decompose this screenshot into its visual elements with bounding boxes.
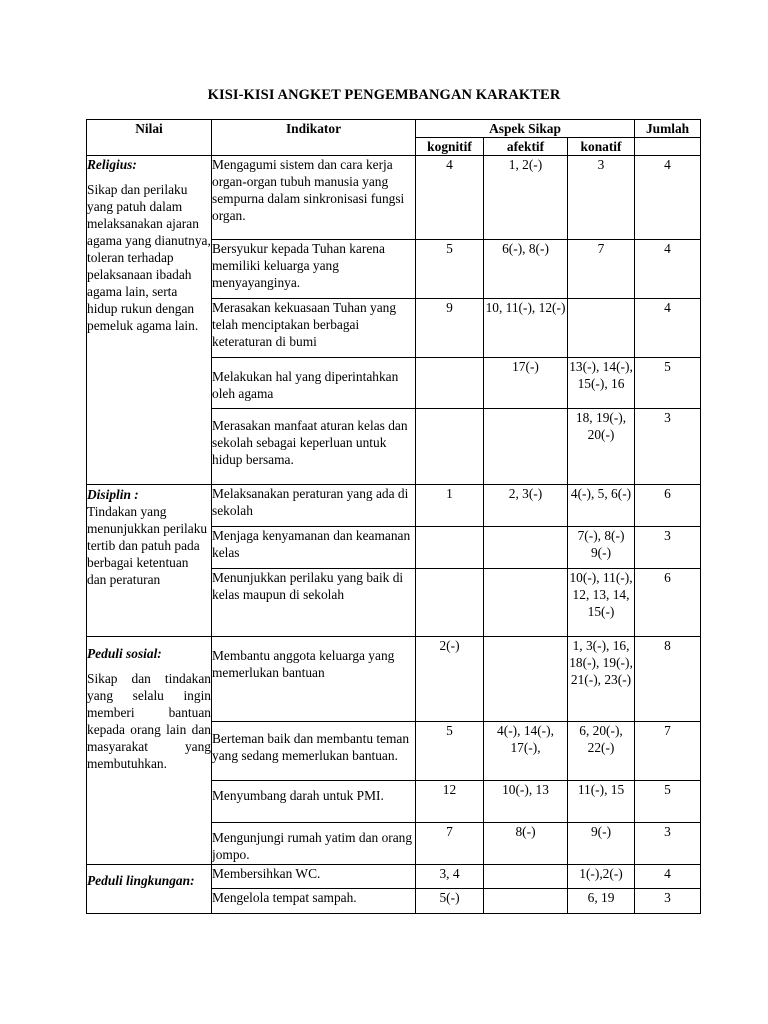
header-nilai: Nilai <box>87 120 212 156</box>
kognitif-cell: 7 <box>416 823 484 865</box>
nilai-disiplin <box>87 485 212 637</box>
kognitif-cell <box>416 569 484 637</box>
konatif-cell <box>568 299 635 358</box>
jumlah-cell: 3 <box>635 823 701 865</box>
nilai-title: Peduli sosial: <box>87 646 162 661</box>
table-row <box>87 865 701 889</box>
indikator-cell: Membersihkan WC. <box>212 865 416 889</box>
jumlah-cell: 5 <box>635 358 701 409</box>
kognitif-cell: 2(-) <box>416 637 484 722</box>
nilai-peduli-lingkungan <box>87 865 212 914</box>
afektif-cell: 1, 2(-) <box>484 156 568 240</box>
konatif-cell: 3 <box>568 156 635 240</box>
indikator-cell: Mengagumi sistem dan cara kerja organ-organ tubuh manusia yang sempurna dalam sinkronisasi fungsi organ. <box>212 156 416 240</box>
afektif-cell <box>484 637 568 722</box>
jumlah-cell: 3 <box>635 527 701 569</box>
header-aspek-sikap: Aspek Sikap <box>416 120 635 138</box>
afektif-cell: 10(-), 13 <box>484 781 568 823</box>
jumlah-cell: 3 <box>635 889 701 914</box>
afektif-cell <box>484 889 568 914</box>
konatif-cell: 13(-), 14(-), 15(-), 16 <box>568 358 635 409</box>
header-indikator: Indikator <box>212 120 416 156</box>
afektif-cell <box>484 527 568 569</box>
page-title: KISI-KISI ANGKET PENGEMBANGAN KARAKTER <box>207 87 561 103</box>
jumlah-cell: 8 <box>635 637 701 722</box>
afektif-cell: 6(-), 8(-) <box>484 240 568 299</box>
jumlah-cell: 7 <box>635 722 701 781</box>
jumlah-cell: 3 <box>635 409 701 485</box>
afektif-cell: 8(-) <box>484 823 568 865</box>
kognitif-cell: 3, 4 <box>416 865 484 889</box>
kognitif-cell: 5 <box>416 722 484 781</box>
indikator-cell: Bersyukur kepada Tuhan karena memiliki keluarga yang menyayanginya. <box>212 240 416 299</box>
header-konatif: konatif <box>568 138 635 156</box>
table-row <box>87 485 701 527</box>
kognitif-cell: 4 <box>416 156 484 240</box>
kognitif-cell: 5(-) <box>416 889 484 914</box>
indikator-cell: Menunjukkan perilaku yang baik di kelas maupun di sekolah <box>212 569 416 637</box>
jumlah-cell: 6 <box>635 485 701 527</box>
indikator-cell: Membantu anggota keluarga yang memerlukan bantuan <box>212 637 416 722</box>
afektif-cell <box>484 865 568 889</box>
afektif-cell: 10, 11(-), 12(-) <box>484 299 568 358</box>
konatif-cell: 10(-), 11(-), 12, 13, 14, 15(-) <box>568 569 635 637</box>
jumlah-cell: 4 <box>635 299 701 358</box>
kognitif-cell <box>416 358 484 409</box>
afektif-cell: 2, 3(-) <box>484 485 568 527</box>
header-afektif: afektif <box>484 138 568 156</box>
afektif-cell: 17(-) <box>484 358 568 409</box>
konatif-cell: 6, 20(-), 22(-) <box>568 722 635 781</box>
indikator-cell: Melaksanakan peraturan yang ada di sekolah <box>212 485 416 527</box>
konatif-cell: 1(-),2(-) <box>568 865 635 889</box>
konatif-cell: 18, 19(-), 20(-) <box>568 409 635 485</box>
nilai-title: Religius: <box>87 157 137 172</box>
kognitif-cell: 9 <box>416 299 484 358</box>
konatif-cell: 11(-), 15 <box>568 781 635 823</box>
indikator-cell: Merasakan manfaat aturan kelas dan sekolah sebagai keperluan untuk hidup bersama. <box>212 409 416 485</box>
kognitif-cell: 12 <box>416 781 484 823</box>
jumlah-cell: 6 <box>635 569 701 637</box>
konatif-cell: 6, 19 <box>568 889 635 914</box>
table-row <box>87 637 701 722</box>
nilai-description: Sikap dan perilaku yang patuh dalam melaksanakan ajaran agama yang dianutnya, toleran terhadap pelaksanaan ibadah agama lain, serta hidup rukun dengan pemeluk agama lain. <box>87 182 211 333</box>
afektif-cell <box>484 409 568 485</box>
konatif-cell: 7(-), 8(-) 9(-) <box>568 527 635 569</box>
jumlah-cell: 4 <box>635 156 701 240</box>
indikator-cell: Mengunjungi rumah yatim dan orang jompo. <box>212 823 416 865</box>
nilai-title: Peduli lingkungan: <box>87 873 195 888</box>
header-jumlah-blank <box>635 138 701 156</box>
jumlah-cell: 4 <box>635 865 701 889</box>
afektif-cell: 4(-), 14(-), 17(-), <box>484 722 568 781</box>
nilai-description: Tindakan yang menunjukkan perilaku tertib dan patuh pada berbagai ketentuan dan peraturan <box>87 504 208 587</box>
table-row <box>87 156 701 240</box>
kisi-kisi-table <box>86 119 701 914</box>
indikator-cell: Berteman baik dan membantu teman yang sedang memerlukan bantuan. <box>212 722 416 781</box>
indikator-cell: Melakukan hal yang diperintahkan oleh agama <box>212 358 416 409</box>
kognitif-cell: 5 <box>416 240 484 299</box>
nilai-peduli-sosial <box>87 637 212 865</box>
konatif-cell: 4(-), 5, 6(-) <box>568 485 635 527</box>
kognitif-cell <box>416 409 484 485</box>
kognitif-cell: 1 <box>416 485 484 527</box>
header-jumlah: Jumlah <box>635 120 701 138</box>
jumlah-cell: 5 <box>635 781 701 823</box>
kognitif-cell <box>416 527 484 569</box>
jumlah-cell: 4 <box>635 240 701 299</box>
nilai-religius <box>87 156 212 485</box>
konatif-cell: 7 <box>568 240 635 299</box>
nilai-description: Sikap dan tindakan yang selalu ingin memberi bantuan kepada orang lain dan masyarakat yang membutuhkan. <box>87 671 211 771</box>
indikator-cell: Menyumbang darah untuk PMI. <box>212 781 416 823</box>
konatif-cell: 9(-) <box>568 823 635 865</box>
nilai-title: Disiplin : <box>87 487 139 502</box>
afektif-cell <box>484 569 568 637</box>
konatif-cell: 1, 3(-), 16, 18(-), 19(-), 21(-), 23(-) <box>568 637 635 722</box>
header-kognitif: kognitif <box>416 138 484 156</box>
indikator-cell: Mengelola tempat sampah. <box>212 889 416 914</box>
indikator-cell: Merasakan kekuasaan Tuhan yang telah menciptakan berbagai keteraturan di bumi <box>212 299 416 358</box>
indikator-cell: Menjaga kenyamanan dan keamanan kelas <box>212 527 416 569</box>
